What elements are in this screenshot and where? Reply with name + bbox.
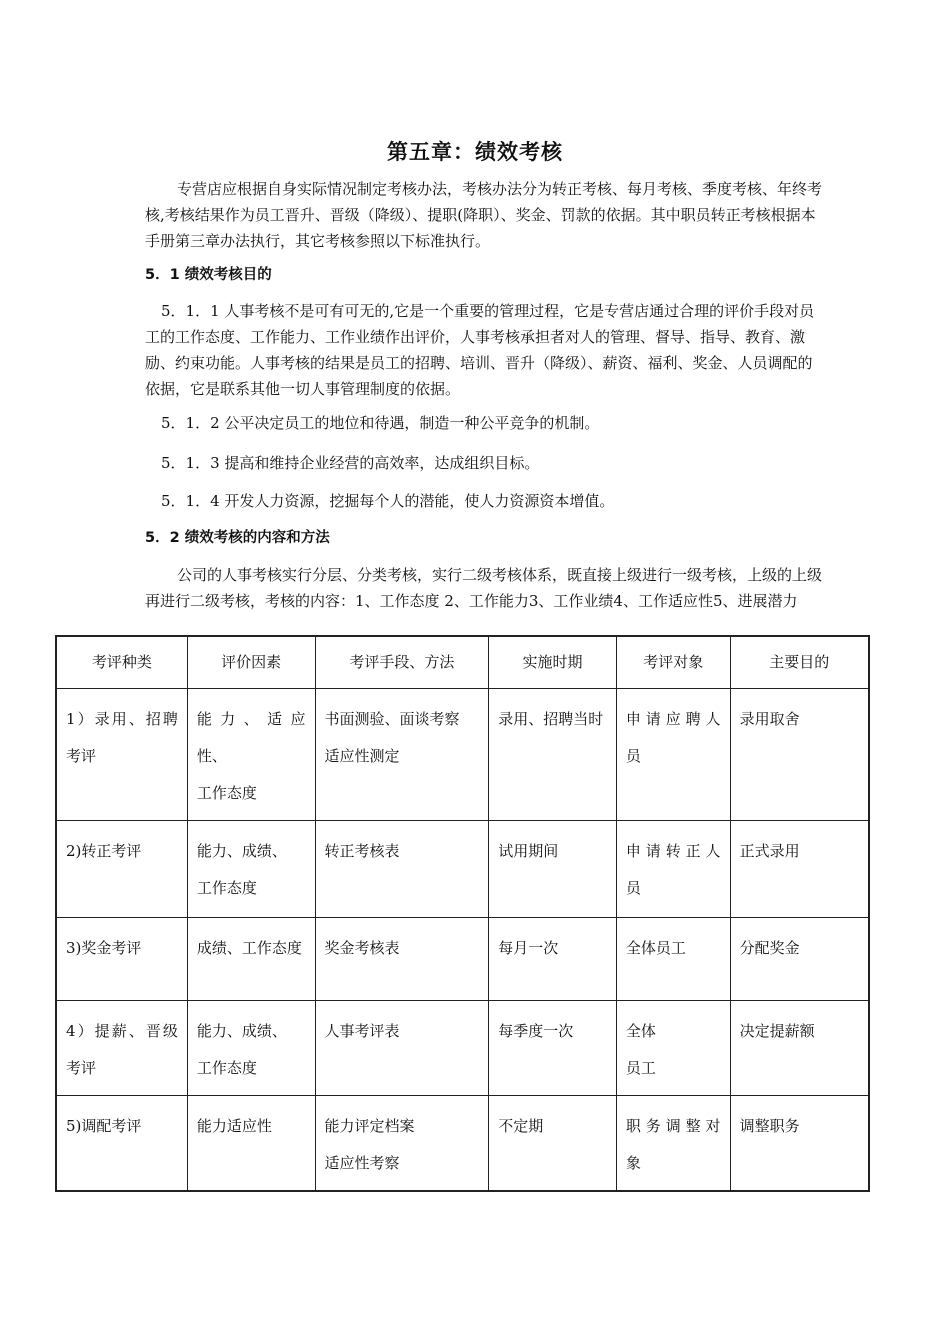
header-cell: 考评手段、方法 [315,636,489,689]
header-cell: 评价因素 [187,636,315,689]
cell-line: 书面测验、面谈考察 [324,710,460,728]
table-row [56,1001,869,1096]
table-cell [315,689,489,821]
table-cell [616,1096,730,1192]
cell-line: 申 请 应 聘 人员 [625,710,721,765]
table-cell [730,918,869,1001]
header-cell: 实施时期 [489,636,617,689]
table-cell [730,821,869,918]
table-cell [56,918,187,1001]
table-cell [616,689,730,821]
section-heading-5-2: 5．2 绩效考核的内容和方法 [145,530,330,546]
table-cell [730,1001,869,1096]
table-cell [489,1001,617,1096]
table-cell [489,689,617,821]
intro-paragraph: 专营店应根据自身实际情况制定考核办法，考核办法分为转正考核、每月考核、季度考核、年终考核,考核结果作为员工晋升、晋级（降级）、提职(降职）、奖金、罚款的依据。其中职员转正考核根据本手册第三章办法执行，其它考核参照以下标准执行。 [145,180,823,250]
table-cell [730,1096,869,1192]
evaluation-table [55,635,870,1192]
cell-line: 每季度一次 [498,1022,574,1040]
table-cell [56,821,187,918]
cell-line: 全体员工 [625,939,686,957]
table-row [56,821,869,918]
table-header-row [56,636,869,689]
cell-line: 能力、成绩、 [196,1022,287,1040]
table-cell [489,1096,617,1192]
table-cell [56,1096,187,1192]
item-5-1-4: 5．1．4 开发人力资源，挖掘每个人的潜能，使人力资源资本增值。 [161,492,615,510]
table-cell [616,918,730,1001]
table-cell [56,1001,187,1096]
cell-line: 每月一次 [498,939,559,957]
cell-line: 1）录用、招聘考评 [66,710,178,765]
cell-line: 3)奖金考评 [66,939,142,957]
cell-line: 4）提薪、晋级考评 [66,1022,178,1077]
cell-line: 2)转正考评 [66,842,142,860]
header-cell: 考评对象 [616,636,730,689]
table-cell [730,689,869,821]
item-5-1-3: 5．1．3 提高和维持企业经营的高效率，达成组织目标。 [161,454,540,472]
cell-line: 职 务 调 整 对象 [625,1117,721,1172]
cell-line: 录用取舍 [739,710,800,728]
table-cell [56,689,187,821]
cell-line: 试用期间 [498,842,559,860]
table-cell [187,821,315,918]
item-5-1-2: 5．1．2 公平决定员工的地位和待遇，制造一种公平竞争的机制。 [161,414,600,432]
table-cell [187,1096,315,1192]
table-cell [315,1096,489,1192]
header-cell: 考评种类 [56,636,187,689]
table-row [56,689,869,821]
cell-line: 员工 [625,1059,656,1077]
table-cell [315,1001,489,1096]
header-cell: 主要目的 [730,636,869,689]
table-cell [489,821,617,918]
table-cell [616,1001,730,1096]
cell-line: 决定提薪额 [739,1022,815,1040]
cell-line: 工作态度 [196,1059,257,1077]
table-cell [616,821,730,918]
cell-line: 能力评定档案 [324,1117,415,1135]
table-cell [187,918,315,1001]
table-cell [187,1001,315,1096]
cell-line: 申 请 转 正 人员 [625,842,721,897]
cell-line: 录用、招聘当时 [498,710,604,728]
cell-line: 能 力 、 适 应性、 [196,710,306,765]
cell-line: 奖金考核表 [324,939,400,957]
item-5-1-1: 5．1．1 人事考核不是可有可无的,它是一个重要的管理过程，它是专营店通过合理的评价手段对员工的工作态度、工作能力、工作业绩作出评价，人事考核承担者对人的管理、督导、指导、教育、激励、约束功能。人事考核的结果是员工的招聘、培训、晋升（降级）、薪资、福利、奖金、人员调配的依据，它是联系其他一切人事管理制度的依据。 [145,302,815,398]
table-cell [489,918,617,1001]
cell-line: 适应性测定 [324,747,400,765]
cell-line: 5)调配考评 [66,1117,142,1135]
table-cell [315,918,489,1001]
cell-line: 工作态度 [196,879,257,897]
cell-line: 正式录用 [739,842,800,860]
cell-line: 能力适应性 [196,1117,272,1135]
cell-line: 能力、成绩、 [196,842,287,860]
cell-line: 全体 [625,1022,656,1040]
table-cell [315,821,489,918]
cell-line: 分配奖金 [739,939,800,957]
cell-line: 不定期 [498,1117,544,1135]
table-row [56,1096,869,1192]
cell-line: 转正考核表 [324,842,400,860]
cell-line: 工作态度 [196,784,257,802]
section-heading-5-1: 5．1 绩效考核目的 [145,267,272,283]
table-row [56,918,869,1001]
cell-line: 适应性考察 [324,1154,400,1172]
table-cell [187,689,315,821]
cell-line: 调整职务 [739,1117,800,1135]
cell-line: 成绩、工作态度 [196,939,302,957]
section-5-2-paragraph: 公司的人事考核实行分层、分类考核，实行二级考核体系，既直接上级进行一级考核，上级的上级再进行二级考核，考核的内容：1、工作态度 2、工作能力3、工作业绩4、工作适应性5、进展潜力 [145,566,823,610]
cell-line: 人事考评表 [324,1022,400,1040]
chapter-title: 第五章：绩效考核 [387,140,563,164]
